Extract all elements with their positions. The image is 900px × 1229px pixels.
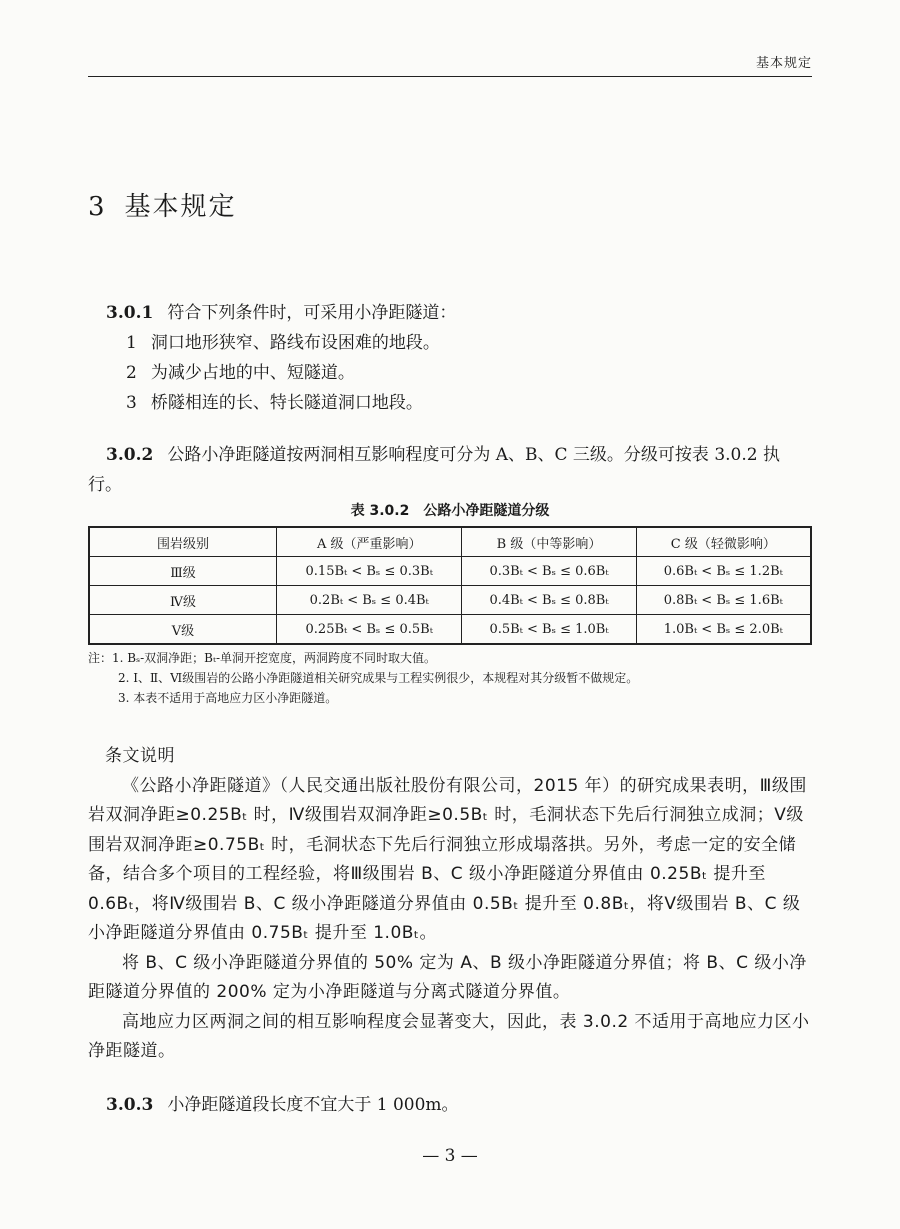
table-row <box>89 586 811 615</box>
table-cell: Ⅲ级 <box>89 557 277 586</box>
clause-text: 小净距隧道段长度不宜大于 1 000m。 <box>167 1095 459 1115</box>
clause-explanation <box>88 742 812 1067</box>
table-cell: 0.5Bₜ < Bₛ ≤ 1.0Bₜ <box>462 615 636 645</box>
table-header-cell: C 级（轻微影响） <box>636 527 811 557</box>
table-cell: 0.25Bₜ < Bₛ ≤ 0.5Bₜ <box>277 615 462 645</box>
list-item <box>126 358 812 388</box>
table-row <box>89 615 811 645</box>
explanation-label: 条文说明 <box>105 746 175 766</box>
table-header-cell: B 级（中等影响） <box>462 527 636 557</box>
chapter-title-text: 基本规定 <box>124 192 237 222</box>
list-item <box>126 328 812 358</box>
explanation-paragraph: 《公路小净距隧道》（人民交通出版社股份有限公司，2015 年）的研究成果表明，Ⅲ级围岩双洞净距≥0.25Bₜ 时，Ⅳ级围岩双洞净距≥0.5Bₜ 时，毛洞状态下先后行洞独立成洞；Ⅴ级围岩双洞净距≥0.75Bₜ 时，毛洞状态下先后行洞独立形成塌落拱。另外，考虑一定的安全储备，结合多个项目的工程经验，将Ⅲ级围岩 B、C 级小净距隧道分界值由 0.25Bₜ 提升至 0.6Bₜ，将Ⅳ级围岩 B、C 级小净距隧道分界值由 0.5Bₜ 提升至 0.8Bₜ，将Ⅴ级围岩 B、C 级小净距隧道分界值由 0.75Bₜ 提升至 1.0Bₜ。 <box>88 775 807 943</box>
table-header-cell: A 级（严重影响） <box>277 527 462 557</box>
chapter-number: 3 <box>88 192 107 222</box>
table-cell: 0.6Bₜ < Bₛ ≤ 1.2Bₜ <box>636 557 811 586</box>
table-header-row <box>89 527 811 557</box>
clause-number: 3.0.1 <box>106 303 154 323</box>
item-text: 洞口地形狭窄、路线布设困难的地段。 <box>150 333 440 353</box>
table-cell: Ⅴ级 <box>89 615 277 645</box>
table-cell: Ⅳ级 <box>89 586 277 615</box>
item-number: 3 <box>126 393 137 413</box>
table-notes <box>88 648 638 708</box>
table-cell: 0.4Bₜ < Bₛ ≤ 0.8Bₜ <box>462 586 636 615</box>
clause-text: 公路小净距隧道按两洞相互影响程度可分为 A、B、C 三级。分级可按表 3.0.2 执行。 <box>88 445 780 495</box>
running-header: 基本规定 <box>755 56 812 71</box>
item-text: 为减少占地的中、短隧道。 <box>150 363 355 383</box>
item-number: 2 <box>126 363 137 383</box>
header-rule <box>88 76 812 77</box>
table-cell: 0.2Bₜ < Bₛ ≤ 0.4Bₜ <box>277 586 462 615</box>
table-note: 2. Ⅰ、Ⅱ、Ⅵ级围岩的公路小净距隧道相关研究成果与工程实例很少，本规程对其分级暂不做规定。 <box>118 671 639 685</box>
explanation-paragraph: 高地应力区两洞之间的相互影响程度会显著变大，因此，表 3.0.2 不适用于高地应力区小净距隧道。 <box>88 1011 810 1061</box>
explanation-paragraph: 将 B、C 级小净距隧道分界值的 50% 定为 A、B 级小净距隧道分界值；将 B、C 级小净距隧道分界值的 200% 定为小净距隧道与分离式隧道分界值。 <box>88 952 807 1002</box>
grading-table <box>88 526 812 645</box>
clause-3-0-3 <box>88 1090 812 1120</box>
table-cell: 0.15Bₜ < Bₛ ≤ 0.3Bₜ <box>277 557 462 586</box>
item-text: 桥隧相连的长、特长隧道洞口地段。 <box>150 393 423 413</box>
table-note: 3. 本表不适用于高地应力区小净距隧道。 <box>118 691 338 705</box>
list-item <box>126 388 812 418</box>
table-note: 注：1. Bₛ-双洞净距；Bₜ-单洞开挖宽度，两洞跨度不同时取大值。 <box>88 651 437 665</box>
table-cell: 0.8Bₜ < Bₛ ≤ 1.6Bₜ <box>636 586 811 615</box>
table-cell: 0.3Bₜ < Bₛ ≤ 0.6Bₜ <box>462 557 636 586</box>
item-number: 1 <box>126 333 137 353</box>
clause-number: 3.0.2 <box>106 445 154 465</box>
table-title: 表 3.0.2 公路小净距隧道分级 <box>350 503 550 519</box>
table-row <box>89 557 811 586</box>
chapter-title <box>88 186 237 223</box>
table-cell: 1.0Bₜ < Bₛ ≤ 2.0Bₜ <box>636 615 811 645</box>
table-header-cell: 围岩级别 <box>89 527 277 557</box>
clause-3-0-2 <box>88 440 812 500</box>
clause-number: 3.0.3 <box>106 1095 154 1115</box>
clause-text: 符合下列条件时，可采用小净距隧道： <box>167 303 457 323</box>
page-number: — 3 — <box>422 1146 478 1166</box>
clause-3-0-1 <box>88 298 812 418</box>
